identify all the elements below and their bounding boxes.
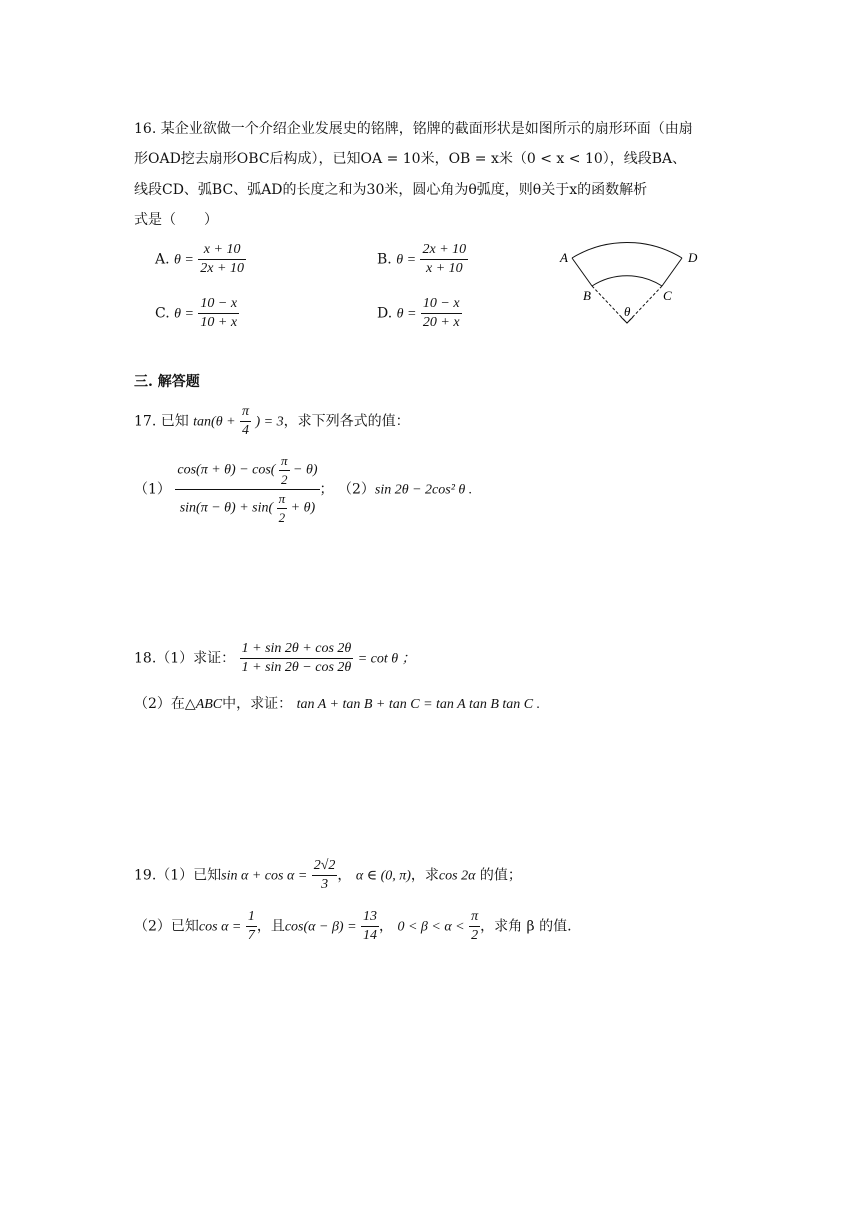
option-b: B. θ = $\frac{2x + 10}{x + 10}$	[377, 242, 467, 276]
q19-p2-frac-1: $\frac{1}{7}$	[247, 909, 255, 943]
arc-bc	[592, 276, 662, 286]
q17-part-1: （1） cos(π + θ) − cos( $\frac{\pi}{2}$ − θ) sin(π − θ) + sin( $\frac{\pi}{2}$ + θ) ； （2）sin 2θ − 2cos² θ .	[134, 453, 473, 525]
label-a: A	[560, 250, 568, 265]
section-title: 三. 解答题	[134, 374, 200, 390]
q19-part-1: 19.（1）已知sin α + cos α = $\frac{2√2}{3}$ ， α ∈ (0, π)，求cos 2α 的值；	[134, 858, 522, 892]
label-theta: θ	[624, 304, 631, 319]
option-b-fraction: $\frac{2x + 10}{x + 10}$	[422, 242, 467, 276]
q18-part-1: 18.（1）求证： $\frac{1 + \sin 2\theta + \cos 2\theta}{1 + \sin 2\theta - \cos 2\theta}$ = cot θ ；	[134, 641, 416, 675]
q18-part-2: （2）在△ABC中，求证： tan A + tan B + tan C = tan A tan B tan C .	[134, 696, 541, 712]
label-c: C	[663, 288, 672, 303]
sector-ring-figure	[550, 228, 710, 332]
q19-p2-frac-3: $\frac{\pi}{2}$	[471, 909, 479, 943]
option-c-fraction: $\frac{10 - x}{10 + x}$	[200, 296, 238, 330]
option-a: A. θ = $\frac{x + 10}{2x + 10}$	[155, 242, 244, 276]
segment-ba	[572, 258, 592, 286]
q16-line-1: 16. 某企业欲做一个介绍企业发展史的铭牌，铭牌的截面形状是如图所示的扇形环面（由扇	[134, 121, 693, 137]
q19-part-2: （2）已知cos α = $\frac{1}{7}$ ，且cos(α − β) = $\frac{13}{14}$ ， 0 < β < α < $\frac{\pi}{2}$ ，求角 β 的值.	[134, 909, 572, 943]
q16-line-3: 线段CD、弧BC、弧AD的长度之和为30米，圆心角为θ弧度，则θ关于x的函数解析	[134, 182, 648, 198]
q17-p1-denominator: sin(π − θ) + sin( $\frac{\pi}{2}$ + θ)	[179, 491, 316, 525]
q17-stem: 17. 已知 tan(θ + $\frac{\pi}{4}$ ) = 3，求下列各式的值：	[134, 404, 410, 438]
arc-ad	[572, 242, 682, 258]
option-c: C. θ = $\frac{10 - x}{10 + x}$	[155, 296, 238, 330]
q19-p1-fraction: $\frac{2√2}{3}$	[313, 858, 336, 892]
q19-p2-frac-2: $\frac{13}{14}$	[363, 909, 377, 943]
option-d: D. θ = $\frac{10 - x}{20 + x}$	[377, 296, 460, 330]
option-a-fraction: $\frac{x + 10}{2x + 10}$	[200, 242, 244, 276]
q16-line-2: 形OAD挖去扇形OBC后构成），已知OA = 10米，OB = x米（0 < x < 10），线段BA、	[134, 151, 687, 167]
label-d: D	[688, 250, 698, 265]
q17-p1-big-fraction	[175, 452, 319, 527]
q17-p1-numerator: cos(π + θ) − cos( $\frac{\pi}{2}$ − θ)	[175, 452, 319, 490]
segment-cd	[662, 258, 682, 286]
option-d-fraction: $\frac{10 - x}{20 + x}$	[422, 296, 460, 330]
q18-p1-fraction: $\frac{1 + \sin 2\theta + \cos 2\theta}{1 + \sin 2\theta - \cos 2\theta}$	[241, 641, 352, 675]
label-b: B	[583, 288, 591, 303]
q16-line-4: 式是（ ）	[134, 212, 218, 228]
q17-cond-fraction: $\frac{\pi}{4}$	[242, 404, 250, 438]
